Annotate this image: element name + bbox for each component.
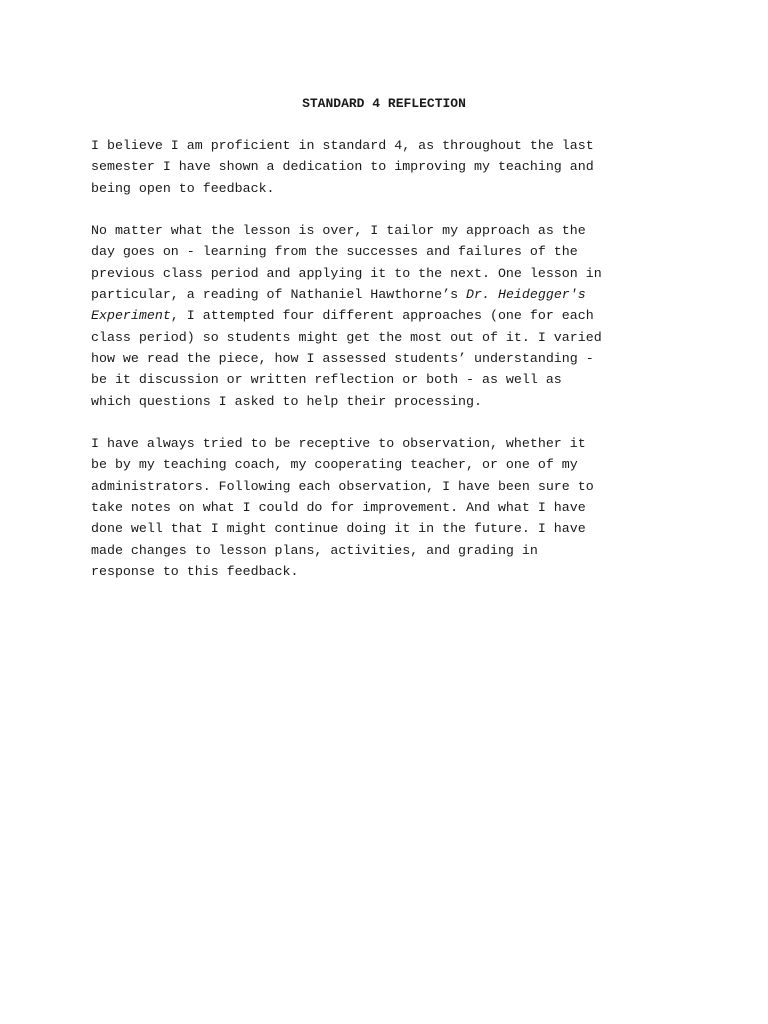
text-line: be it discussion or written reflection or both - as well as bbox=[91, 372, 562, 388]
text-line: class period) so students might get the most out of it. I varied bbox=[91, 329, 602, 345]
text-line: which questions I asked to help their processing. bbox=[91, 393, 482, 409]
text-line: day goes on - learning from the successes and failures of the bbox=[91, 244, 578, 260]
text-line: take notes on what I could do for improvement. And what I have bbox=[91, 500, 586, 516]
text-line: administrators. Following each observation, I have been sure to bbox=[91, 478, 594, 494]
text-line: semester I have shown a dedication to improving my teaching and bbox=[91, 159, 594, 175]
paragraph-2 bbox=[91, 220, 691, 412]
text-line: previous class period and applying it to the next. One lesson in bbox=[91, 265, 602, 281]
text-line: I have always tried to be receptive to observation, whether it bbox=[91, 436, 586, 452]
document-title: STANDARD 4 REFLECTION bbox=[302, 96, 466, 111]
text-line: how we read the piece, how I assessed students’ understanding - bbox=[91, 350, 594, 366]
text-line: be by my teaching coach, my cooperating teacher, or one of my bbox=[91, 457, 578, 473]
text-line: I believe I am proficient in standard 4, as throughout the last bbox=[91, 138, 594, 153]
text-line: being open to feedback. bbox=[91, 180, 275, 196]
text-line: particular, a reading of Nathaniel Hawthorne’s Dr. Heidegger's bbox=[91, 287, 586, 303]
text-line: No matter what the lesson is over, I tailor my approach as the bbox=[91, 223, 586, 239]
text-line: response to this feedback. bbox=[91, 563, 299, 579]
story-title-part-1: Dr. Heidegger's bbox=[466, 287, 586, 303]
text-line: made changes to lesson plans, activities, and grading in bbox=[91, 542, 538, 558]
paragraph-1 bbox=[91, 135, 691, 199]
text-line: Experiment, I attempted four different approaches (one for each bbox=[91, 308, 594, 324]
story-title-part-2: Experiment bbox=[91, 308, 171, 324]
text-line: done well that I might continue doing it in the future. I have bbox=[91, 521, 586, 537]
document-body bbox=[91, 135, 691, 604]
paragraph-3 bbox=[91, 433, 691, 582]
